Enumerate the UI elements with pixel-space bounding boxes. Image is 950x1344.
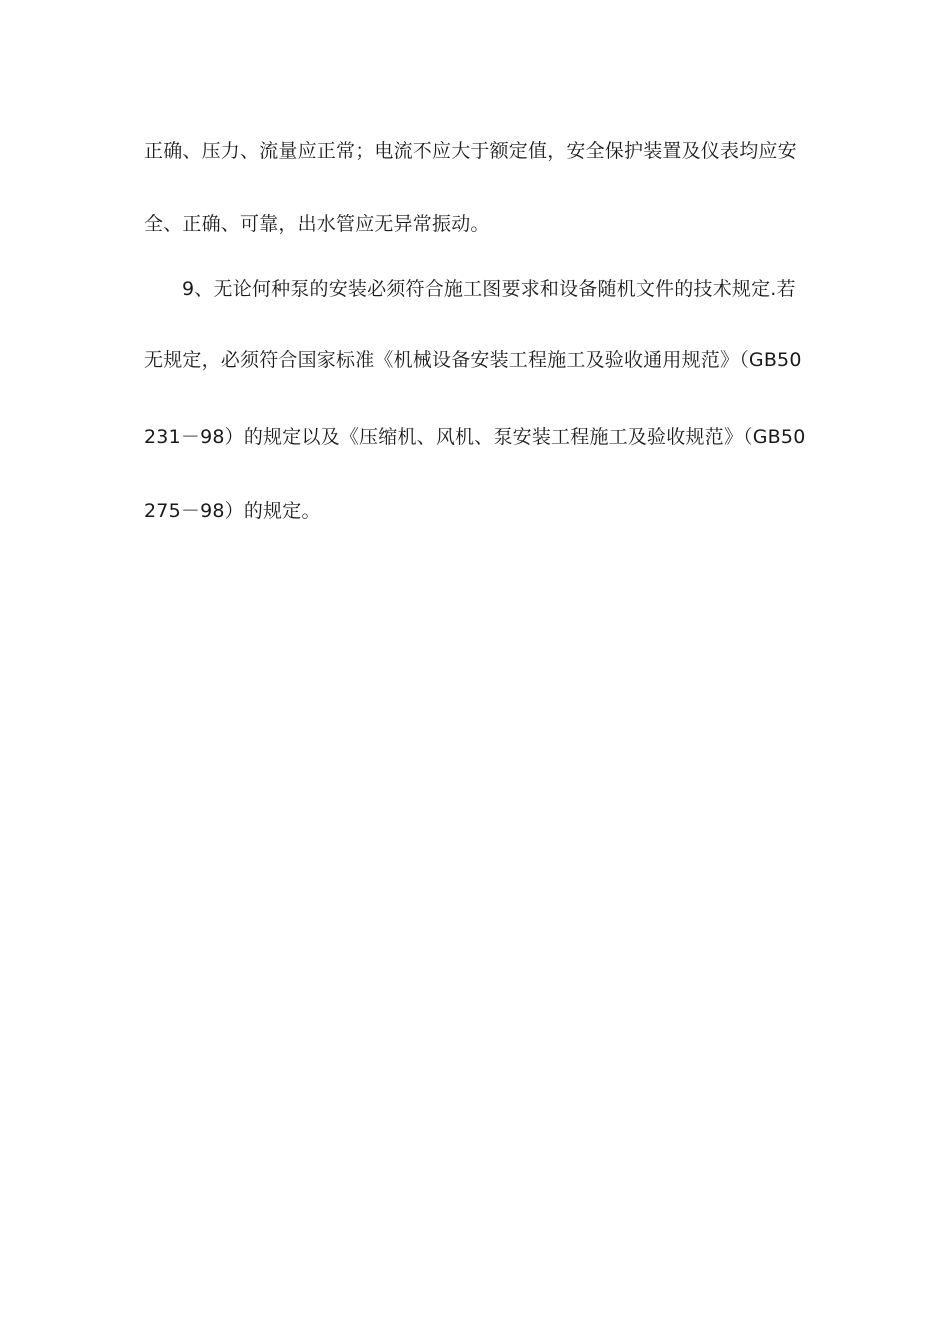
paragraph-line: 正确、压力、流量应正常；电流不应大于额定值，安全保护装置及仪表均应安 <box>144 140 797 162</box>
paragraph-line: 全、正确、可靠，出水管应无异常振动。 <box>144 213 490 235</box>
paragraph-line: 275－98）的规定。 <box>144 500 321 522</box>
paragraph-line: 231－98）的规定以及《压缩机、风机、泵安装工程施工及验收规范》（GB50 <box>144 426 806 448</box>
paragraph-line: 无规定，必须符合国家标准《机械设备安装工程施工及验收通用规范》（GB50 <box>144 349 802 371</box>
paragraph-line: 9、无论何种泵的安装必须符合施工图要求和设备随机文件的技术规定.若 <box>182 278 796 300</box>
